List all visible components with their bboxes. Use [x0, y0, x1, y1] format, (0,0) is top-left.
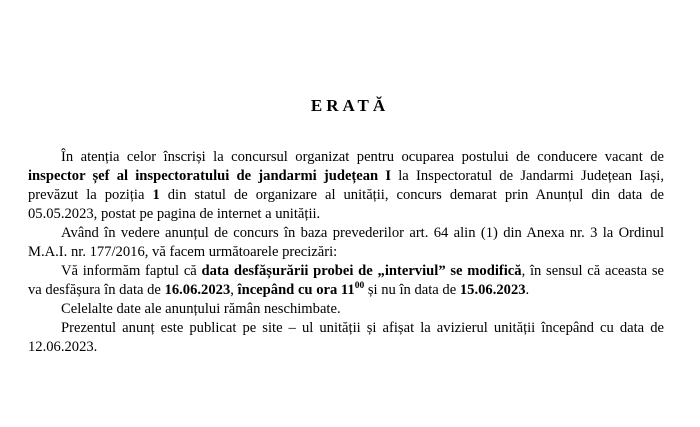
intro-text-2: la Inspectoratul de Jandarmi Județean Iași, prevăzut la poziția: [28, 168, 664, 203]
old-date: 15.06.2023: [459, 282, 526, 298]
position-number: 1: [152, 187, 160, 203]
change-text-1: Vă informăm faptul că: [61, 263, 202, 279]
start-time: [238, 282, 365, 298]
paragraph-unchanged: Celelalte date ale anunțului rămân neschimbate.: [61, 301, 341, 317]
intro-text-1: În atenția celor înscriși la concursul organizat pentru ocuparea postului de conducere vacant de: [61, 149, 664, 165]
intro-text-3: din statul de organizare al unității, concurs demarat prin Anunțul din data de 05.05.2023, postat pe pagina de internet a unității.: [28, 187, 665, 222]
change-text-4: și nu în data de: [364, 282, 460, 298]
change-text-3: ,: [230, 282, 238, 298]
new-date: 16.06.2023: [164, 282, 231, 298]
start-time-label: începând cu ora 11: [237, 282, 355, 298]
paragraph-intro: [28, 148, 664, 224]
change-text-5: .: [525, 282, 530, 298]
change-text-2: , în sensul că aceasta se va desfășura în data de: [28, 263, 664, 298]
change-subject: data desfășurării probei de „interviul” se modifică: [201, 263, 522, 279]
document-title: ERATĂ: [310, 96, 390, 115]
document-body: [28, 148, 664, 357]
position-name: inspector șef al inspectoratului de jandarmi județean I: [28, 168, 392, 184]
paragraph-change: [28, 262, 664, 300]
paragraph-publication: Prezentul anunț este publicat pe site – ul unității și afișat la avizierul unității începând cu data de 12.06.2023.: [28, 320, 664, 355]
paragraph-legal-basis: Având în vedere anunțul de concurs în baza prevederilor art. 64 alin (1) din Anexa nr. 3 la Ordinul M.A.I. nr. 177/2016, vă facem următoarele precizări:: [28, 225, 664, 260]
start-time-minutes: 00: [354, 281, 365, 291]
